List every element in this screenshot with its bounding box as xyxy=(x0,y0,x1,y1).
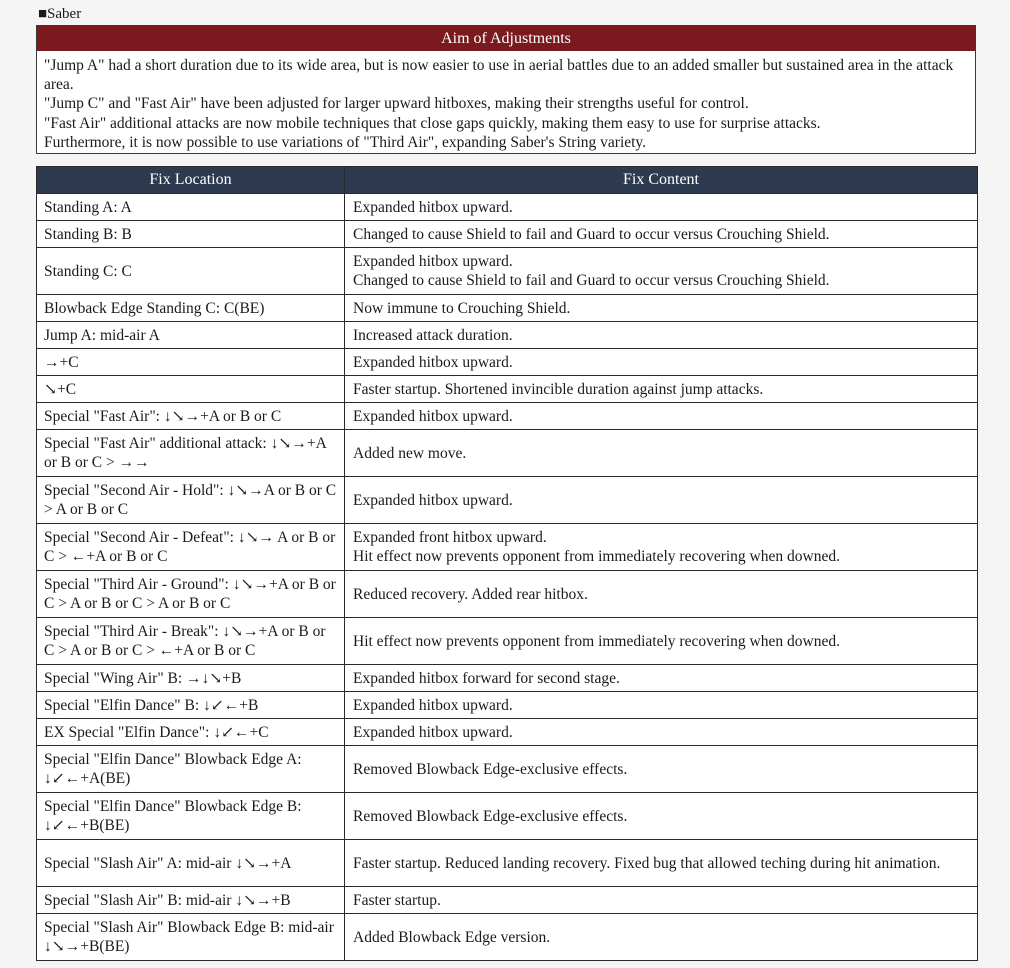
fix-location-cell: Standing C: C xyxy=(37,248,345,295)
fix-content-cell xyxy=(345,248,978,295)
fix-content-line: Changed to cause Shield to fail and Guard to occur versus Crouching Shield. xyxy=(353,225,830,243)
fix-content-line: Expanded hitbox upward. xyxy=(353,696,513,714)
table-row xyxy=(37,524,978,571)
fix-content-cell xyxy=(345,403,978,430)
fix-content-line: Added Blowback Edge version. xyxy=(353,928,551,946)
table-row xyxy=(37,719,978,746)
fix-content-line: Expanded hitbox forward for second stage. xyxy=(353,669,620,687)
aim-body xyxy=(37,51,975,152)
fix-content-line: Expanded hitbox upward. xyxy=(353,353,513,371)
table-row xyxy=(37,349,978,376)
table-row xyxy=(37,477,978,524)
table-row xyxy=(37,376,978,403)
table-row xyxy=(37,746,978,793)
aim-paragraph: Furthermore, it is now possible to use variations of "Third Air", expanding Saber's String variety. xyxy=(44,133,647,151)
aim-paragraph: "Jump A" had a short duration due to its wide area, but is now easier to use in aerial battles due to an added smaller but sustained area in the attack area. xyxy=(44,57,954,94)
fix-content-cell xyxy=(345,719,978,746)
table-row xyxy=(37,295,978,322)
table-row xyxy=(37,221,978,248)
fix-content-cell xyxy=(345,322,978,349)
fix-location-cell: Special "Third Air - Ground": ↓↘→+A or B or C > A or B or C > A or B or C xyxy=(37,571,345,618)
column-header-fix-location: Fix Location xyxy=(37,167,345,194)
fix-content-cell xyxy=(345,194,978,221)
table-header-row xyxy=(37,167,978,194)
section-title: ■Saber xyxy=(38,6,82,22)
fix-content-cell xyxy=(345,571,978,618)
fix-location-cell: EX Special "Elfin Dance": ↓↙←+C xyxy=(37,719,345,746)
fix-content-line: Expanded hitbox upward. xyxy=(353,491,513,509)
fix-content-line: Expanded hitbox upward. xyxy=(353,723,513,741)
fix-location-cell: Special "Elfin Dance" Blowback Edge B: ↓↙←+B(BE) xyxy=(37,793,345,840)
fix-content-line: Expanded hitbox upward. xyxy=(353,198,513,216)
fix-content-line: Hit effect now prevents opponent from immediately recovering when downed. xyxy=(353,632,840,650)
table-row xyxy=(37,665,978,692)
fix-content-line: Faster startup. Shortened invincible duration against jump attacks. xyxy=(353,380,764,398)
fix-location-cell: Special "Slash Air" Blowback Edge B: mid-air ↓↘→+B(BE) xyxy=(37,914,345,961)
table-row xyxy=(37,887,978,914)
table-row xyxy=(37,322,978,349)
fix-location-cell: Special "Wing Air" B: →↓↘+B xyxy=(37,665,345,692)
table-row xyxy=(37,793,978,840)
table-row xyxy=(37,914,978,961)
fix-content-cell xyxy=(345,524,978,571)
aim-of-adjustments-box xyxy=(36,25,976,154)
fix-content-line: Removed Blowback Edge-exclusive effects. xyxy=(353,760,628,778)
table-row xyxy=(37,571,978,618)
fix-content-line: Hit effect now prevents opponent from immediately recovering when downed. xyxy=(353,548,840,565)
table-row xyxy=(37,618,978,665)
fix-location-cell: Special "Slash Air" A: mid-air ↓↘→+A xyxy=(37,840,345,887)
fix-content-line: Expanded front hitbox upward. xyxy=(353,529,547,546)
fix-content-line: Now immune to Crouching Shield. xyxy=(353,299,571,317)
fix-content-cell xyxy=(345,430,978,477)
table-row xyxy=(37,194,978,221)
aim-paragraph: "Jump C" and "Fast Air" have been adjusted for larger upward hitboxes, making their strengths useful for control. xyxy=(44,95,749,113)
fix-content-line: Expanded hitbox upward. xyxy=(353,253,513,270)
fix-content-cell xyxy=(345,376,978,403)
fix-content-cell xyxy=(345,887,978,914)
fix-content-cell xyxy=(345,618,978,665)
fix-table-body xyxy=(37,194,978,961)
aim-header: Aim of Adjustments xyxy=(37,26,975,51)
fix-location-cell: Special "Elfin Dance" Blowback Edge A: ↓↙←+A(BE) xyxy=(37,746,345,793)
fix-content-cell xyxy=(345,221,978,248)
fix-content-cell xyxy=(345,477,978,524)
fix-content-line: Expanded hitbox upward. xyxy=(353,407,513,425)
fix-location-cell: Standing A: A xyxy=(37,194,345,221)
fix-location-cell: Blowback Edge Standing C: C(BE) xyxy=(37,295,345,322)
fix-location-cell: Special "Slash Air" B: mid-air ↓↘→+B xyxy=(37,887,345,914)
fix-location-cell: →+C xyxy=(37,349,345,376)
fix-content-cell xyxy=(345,295,978,322)
fix-location-cell: Special "Third Air - Break": ↓↘→+A or B or C > A or B or C > ←+A or B or C xyxy=(37,618,345,665)
fix-content-line: Increased attack duration. xyxy=(353,326,513,344)
fix-location-cell: Special "Elfin Dance" B: ↓↙←+B xyxy=(37,692,345,719)
fix-content-cell xyxy=(345,349,978,376)
fix-content-line: Reduced recovery. Added rear hitbox. xyxy=(353,585,588,603)
fix-location-cell: Special "Fast Air" additional attack: ↓↘→+A or B or C > →→ xyxy=(37,430,345,477)
table-row xyxy=(37,692,978,719)
fix-content-cell xyxy=(345,746,978,793)
fix-content-line: Added new move. xyxy=(353,444,467,462)
table-row xyxy=(37,248,978,295)
table-row xyxy=(37,403,978,430)
fix-content-cell xyxy=(345,793,978,840)
fix-location-cell: Special "Fast Air": ↓↘→+A or B or C xyxy=(37,403,345,430)
table-row xyxy=(37,840,978,887)
fix-location-cell: Special "Second Air - Hold": ↓↘→A or B or C > A or B or C xyxy=(37,477,345,524)
column-header-fix-content: Fix Content xyxy=(345,167,978,194)
fix-table xyxy=(36,166,978,961)
fix-content-line: Faster startup. xyxy=(353,891,441,909)
fix-location-cell: Jump A: mid-air A xyxy=(37,322,345,349)
fix-content-cell xyxy=(345,914,978,961)
fix-content-line: Removed Blowback Edge-exclusive effects. xyxy=(353,807,628,825)
fix-content-line: Faster startup. Reduced landing recovery. Fixed bug that allowed teching during hit animation. xyxy=(353,854,941,872)
fix-content-cell xyxy=(345,692,978,719)
fix-location-cell: Standing B: B xyxy=(37,221,345,248)
fix-content-cell xyxy=(345,840,978,887)
fix-content-cell xyxy=(345,665,978,692)
fix-location-cell: Special "Second Air - Defeat": ↓↘→ A or B or C > ←+A or B or C xyxy=(37,524,345,571)
fix-content-line: Changed to cause Shield to fail and Guard to occur versus Crouching Shield. xyxy=(353,272,830,289)
fix-location-cell: ↘+C xyxy=(37,376,345,403)
aim-paragraph: "Fast Air" additional attacks are now mobile techniques that close gaps quickly, making them easy to use for surprise attacks. xyxy=(44,114,821,132)
table-row xyxy=(37,430,978,477)
